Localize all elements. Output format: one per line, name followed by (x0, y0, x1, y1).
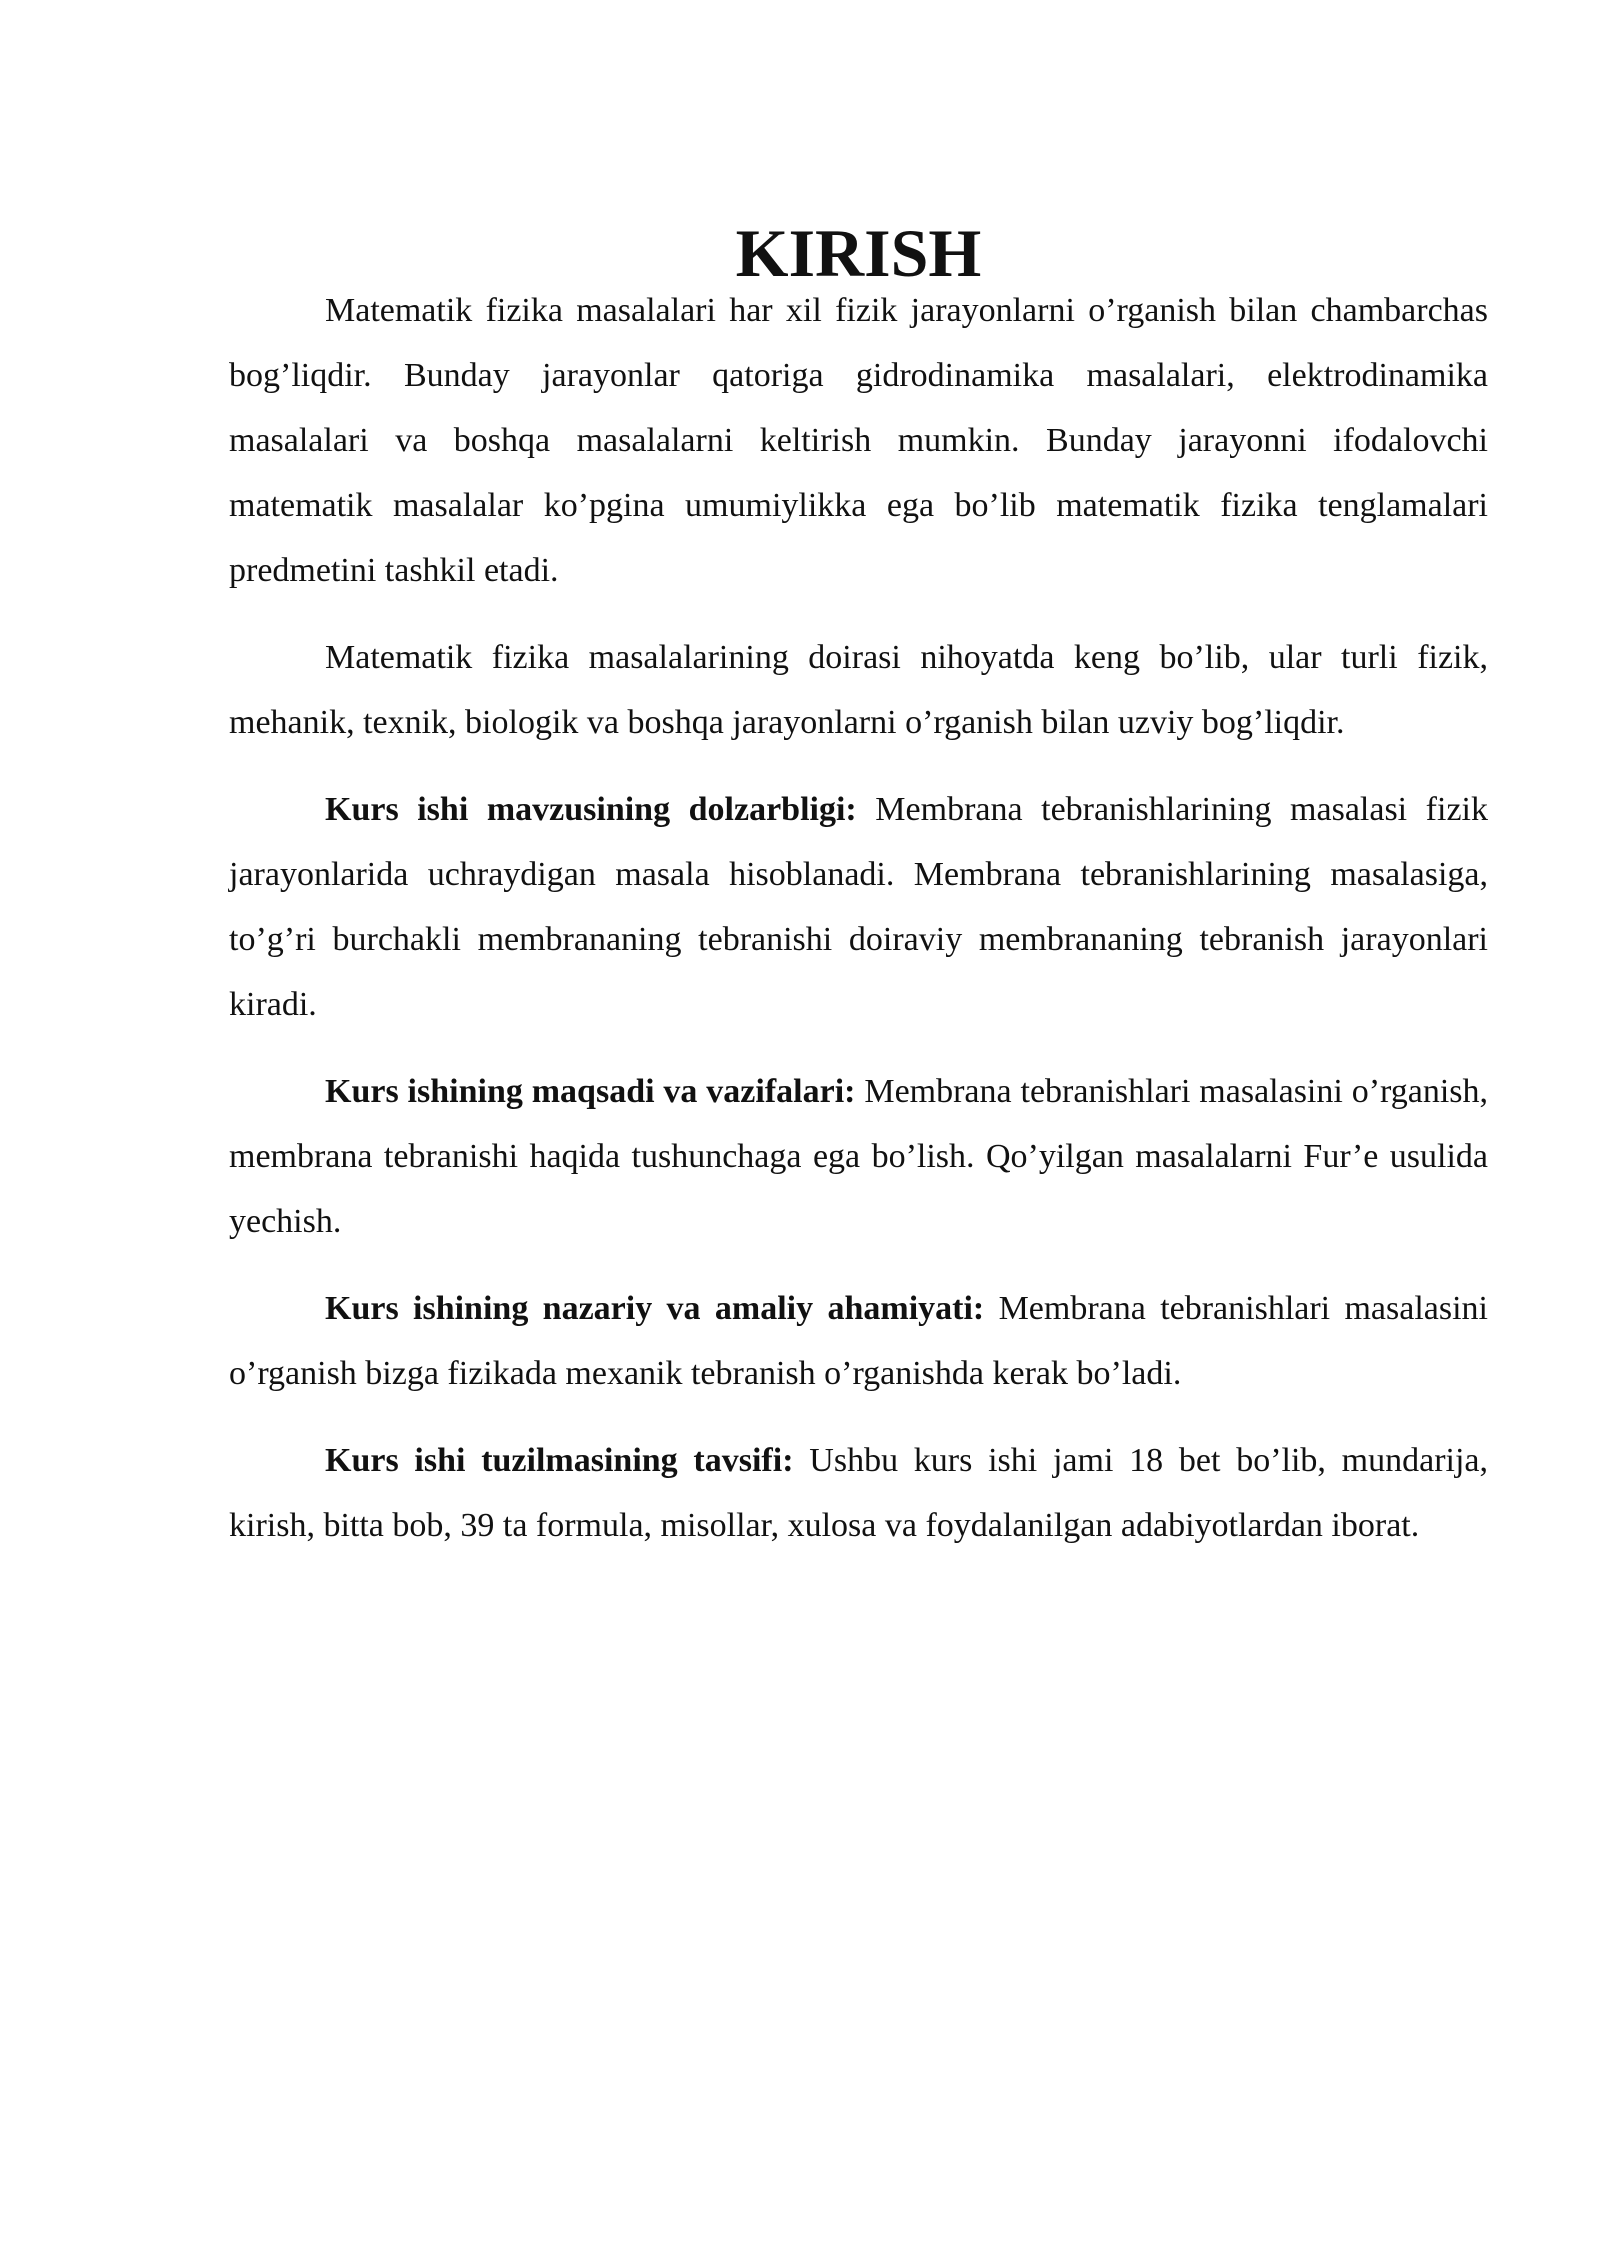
paragraph-text: Matematik fizika masalalari har xil fizik jarayonlarni o’rganish bilan chambarchas bog’liqdir. Bunday jarayonlar qatoriga gidrodinamika masalalari, elektrodinamika masalalari va boshqa masalalarni keltirish mumkin. Bunday jarayonni ifodalovchi matematik masalalar ko’pgina umumiylikka ega bo’lib matematik fizika tenglamalari predmetini tashkil etadi. (229, 292, 1488, 589)
paragraph-text: Membrana tebranishlarining masalasi fizik jarayonlarida uchraydigan masala hisoblanadi. Membrana tebranishlarining masalasiga, to’g’ri burchakli membrananing tebranishi doiraviy membrananing tebranish jarayonlari kiradi. (229, 791, 1488, 1023)
structure-paragraph (229, 1428, 1488, 1558)
goals-paragraph (229, 1059, 1488, 1254)
paragraph-text: Ushbu kurs ishi jami 18 bet bo’lib, mundarija, kirish, bitta bob, 39 ta formula, misollar, xulosa va foydalanilgan adabiyotlardan iborat. (229, 1442, 1488, 1544)
paragraph-lead: Kurs ishi tuzilmasining tavsifi: (325, 1442, 794, 1479)
document-title: KIRISH (735, 215, 982, 291)
significance-paragraph (229, 1276, 1488, 1406)
paragraph-lead: Kurs ishi mavzusining dolzarbligi: (325, 791, 857, 828)
intro-paragraph-1 (229, 278, 1488, 603)
intro-paragraph-2 (229, 625, 1488, 755)
paragraph-text: Matematik fizika masalalarining doirasi nihoyatda keng bo’lib, ular turli fizik, mehanik, texnik, biologik va boshqa jarayonlarni o’rganish bilan uzviy bog’liqdir. (229, 639, 1488, 741)
paragraph-text: Membrana tebranishlari masalasini o’rganish, membrana tebranishi haqida tushunchaga ega bo’lish. Qo’yilgan masalalarni Fur’e usulida yechish. (229, 1073, 1488, 1240)
paragraph-lead: Kurs ishining nazariy va amaliy ahamiyati: (325, 1290, 985, 1327)
paragraph-text: Membrana tebranishlari masalasini o’rganish bizga fizikada mexanik tebranish o’rganishda kerak bo’ladi. (229, 1290, 1488, 1392)
paragraph-lead: Kurs ishining maqsadi va vazifalari: (325, 1073, 856, 1110)
relevance-paragraph (229, 777, 1488, 1037)
document-page (229, 215, 1488, 1580)
